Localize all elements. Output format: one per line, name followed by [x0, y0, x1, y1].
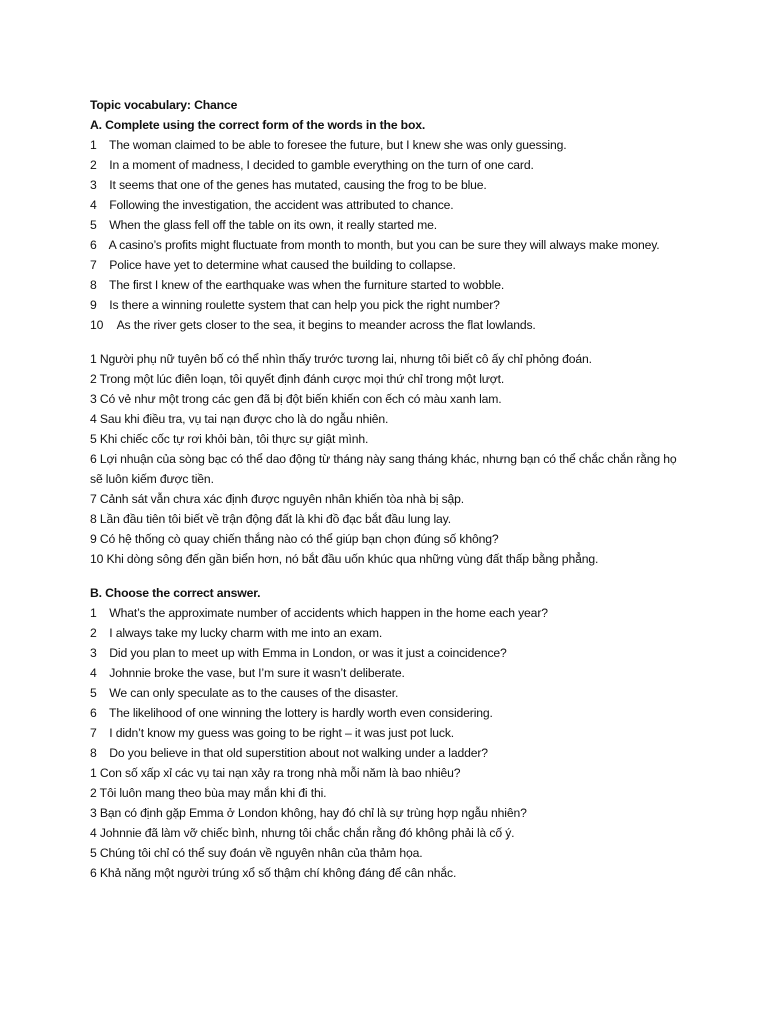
translation-item: 8 Lần đầu tiên tôi biết về trận động đất là khi đồ đạc bắt đầu lung lay. [90, 512, 451, 526]
item-text: Is there a winning roulette system that can help you pick the right number? [109, 298, 500, 312]
translation-item: 7 Cảnh sát vẫn chưa xác định được nguyên nhân khiến tòa nhà bị sập. [90, 492, 465, 506]
item-text: Did you plan to meet up with Emma in London, or was it just a coincidence? [109, 646, 507, 660]
list-item [90, 215, 690, 235]
item-text: A casino’s profits might fluctuate from month to month, but you can be sure they will always make money. [108, 238, 660, 252]
item-number: 8 [90, 746, 97, 760]
item-text: Johnnie broke the vase, but I’m sure it wasn’t deliberate. [109, 666, 405, 680]
item-number: 1 [90, 606, 97, 620]
section-b-vietnamese-list [90, 763, 690, 883]
item-text: The first I knew of the earthquake was when the furniture started to wobble. [109, 278, 505, 292]
list-item [90, 603, 690, 623]
list-item [90, 175, 690, 195]
translation-item: 1 Người phụ nữ tuyên bố có thể nhìn thấy trước tương lai, nhưng tôi biết cô ấy chỉ phỏng đoán. [90, 352, 592, 366]
list-item [90, 683, 690, 703]
translation-item: 5 Khi chiếc cốc tự rơi khỏi bàn, tôi thực sự giật mình. [90, 432, 369, 446]
section-a-english-list [90, 135, 690, 335]
item-number: 5 [90, 218, 97, 232]
item-number: 6 [90, 706, 97, 720]
item-text: When the glass fell off the table on its own, it really started me. [109, 218, 438, 232]
list-item [90, 663, 690, 683]
item-number: 6 [90, 238, 97, 252]
item-text: It seems that one of the genes has mutated, causing the frog to be blue. [109, 178, 487, 192]
item-text: Do you believe in that old superstition about not walking under a ladder? [109, 746, 488, 760]
item-text: The woman claimed to be able to foresee the future, but I knew she was only guessing. [109, 138, 567, 152]
list-item [90, 275, 690, 295]
item-number: 5 [90, 686, 97, 700]
translation-item: 4 Sau khi điều tra, vụ tai nạn được cho là do ngẫu nhiên. [90, 412, 389, 426]
item-number: 1 [90, 138, 97, 152]
item-number: 7 [90, 258, 97, 272]
list-item [90, 195, 690, 215]
spacer [90, 569, 690, 583]
list-item [90, 643, 690, 663]
item-text: What’s the approximate number of accidents which happen in the home each year? [109, 606, 548, 620]
translation-item: 9 Có hệ thống cò quay chiến thắng nào có thể giúp bạn chọn đúng số không? [90, 532, 499, 546]
item-number: 4 [90, 198, 97, 212]
list-item [90, 255, 690, 275]
section-b-english-list [90, 603, 690, 763]
item-number: 2 [90, 158, 97, 172]
list-item [90, 703, 690, 723]
translation-item: 1 Con số xấp xỉ các vụ tai nạn xảy ra trong nhà mỗi năm là bao nhiêu? [90, 766, 461, 780]
item-text: Following the investigation, the accident was attributed to chance. [109, 198, 454, 212]
translation-item: 6 Khả năng một người trúng xổ số thậm chí không đáng để cân nhắc. [90, 866, 457, 880]
item-text: I always take my lucky charm with me into an exam. [109, 626, 383, 640]
item-text: In a moment of madness, I decided to gamble everything on the turn of one card. [109, 158, 534, 172]
item-number: 7 [90, 726, 97, 740]
section-b-heading: B. Choose the correct answer. [90, 586, 261, 600]
list-item [90, 623, 690, 643]
item-number: 2 [90, 626, 97, 640]
list-item [90, 315, 690, 335]
item-number: 3 [90, 178, 97, 192]
item-number: 3 [90, 646, 97, 660]
item-text: We can only speculate as to the causes of the disaster. [109, 686, 399, 700]
list-item [90, 723, 690, 743]
item-number: 4 [90, 666, 97, 680]
translation-item: 10 Khi dòng sông đến gần biển hơn, nó bắt đầu uốn khúc qua những vùng đất thấp bằng phẳng. [90, 552, 599, 566]
list-item [90, 295, 690, 315]
document-page [90, 95, 690, 883]
document-title: Topic vocabulary: Chance [90, 98, 238, 112]
translation-item: 2 Trong một lúc điên loạn, tôi quyết định đánh cược mọi thứ chỉ trong một lượt. [90, 372, 505, 386]
spacer [90, 335, 690, 349]
list-item [90, 155, 690, 175]
item-number: 10 [90, 318, 104, 332]
section-a-vietnamese-list [90, 349, 690, 569]
list-item [90, 743, 690, 763]
item-text: Police have yet to determine what caused the building to collapse. [109, 258, 456, 272]
item-text: I didn’t know my guess was going to be right – it was just pot luck. [109, 726, 455, 740]
list-item [90, 235, 690, 255]
list-item [90, 135, 690, 155]
item-text: As the river gets closer to the sea, it begins to meander across the flat lowlands. [116, 318, 536, 332]
item-number: 9 [90, 298, 97, 312]
translation-item: 2 Tôi luôn mang theo bùa may mắn khi đi thi. [90, 786, 327, 800]
section-a-heading: A. Complete using the correct form of the words in the box. [90, 118, 426, 132]
translation-item: 3 Có vẻ như một trong các gen đã bị đột biến khiến con ếch có màu xanh lam. [90, 392, 502, 406]
translation-item: 5 Chúng tôi chỉ có thể suy đoán về nguyên nhân của thảm họa. [90, 846, 423, 860]
item-text: The likelihood of one winning the lottery is hardly worth even considering. [109, 706, 493, 720]
item-number: 8 [90, 278, 97, 292]
translation-item: 6 Lợi nhuận của sòng bạc có thể dao động từ tháng này sang tháng khác, nhưng bạn có thể chắc chắn rằng họ sẽ luôn kiếm được tiền. [90, 452, 677, 486]
translation-item: 4 Johnnie đã làm vỡ chiếc bình, nhưng tôi chắc chắn rằng đó không phải là cố ý. [90, 826, 515, 840]
translation-item: 3 Bạn có định gặp Emma ở London không, hay đó chỉ là sự trùng hợp ngẫu nhiên? [90, 806, 527, 820]
